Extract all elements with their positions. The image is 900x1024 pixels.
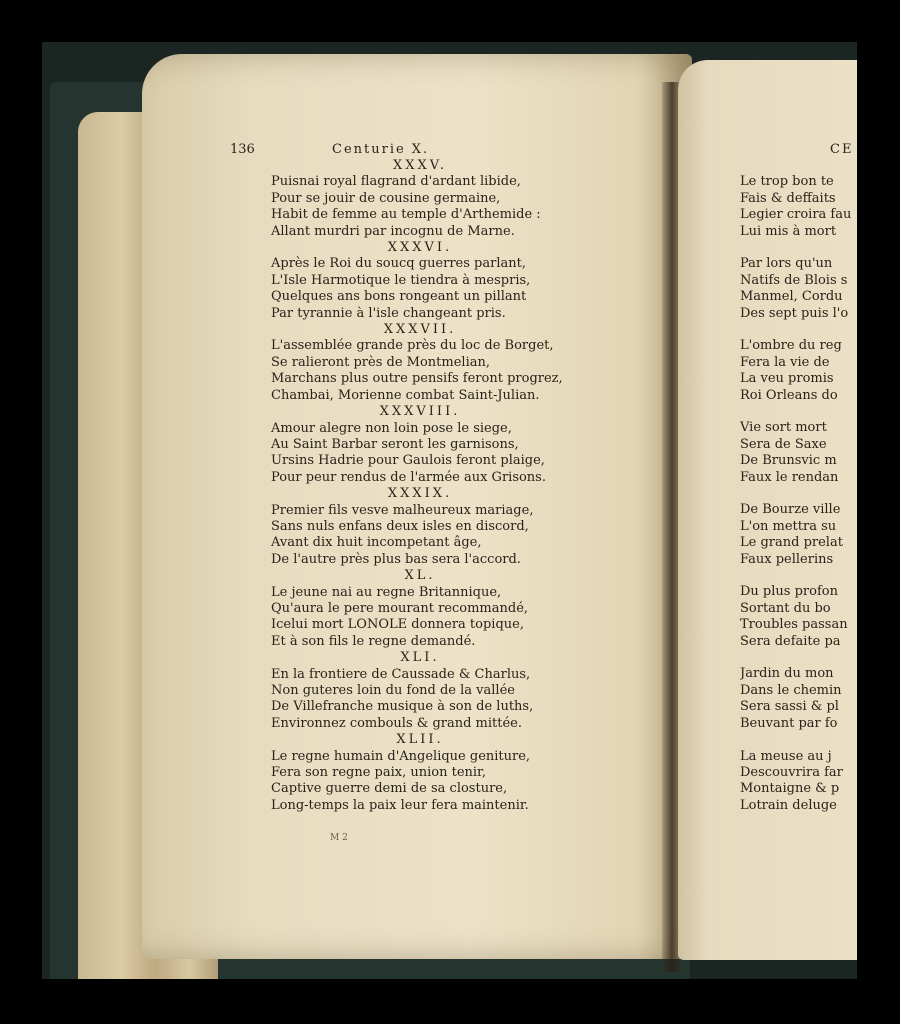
stanza-gap xyxy=(740,404,856,420)
verse-line: Au Saint Barbar seront les garnisons, xyxy=(271,436,519,452)
verse-line: Faux pellerins xyxy=(740,551,834,567)
verse-line: Vie sort mort xyxy=(740,420,827,436)
verse-line: Montaigne & p xyxy=(740,781,840,797)
verse-line: Sera defaite pa xyxy=(740,633,841,649)
verse-line: Amour alegre non loin pose le siege, xyxy=(271,420,512,436)
right-running-title: CE xyxy=(830,142,854,157)
quatrain xyxy=(230,322,620,404)
verse-line: Non guteres loin du fond de la vallée xyxy=(271,683,515,698)
quatrain xyxy=(230,732,620,814)
verse-line: De Villefranche musique à son de luths, xyxy=(271,699,534,715)
verse-line: L'Isle Harmotique le tiendra à mespris, xyxy=(271,272,531,288)
left-page-text xyxy=(230,142,620,814)
stanza-gap xyxy=(740,650,856,666)
verse-line: Le jeune nai au regne Britannique, xyxy=(271,584,502,600)
verse-line: Roi Orleans do xyxy=(740,387,838,403)
verse-line: Par lors qu'un xyxy=(740,256,833,272)
quatrain-number: XXXIX. xyxy=(387,486,453,502)
verse-line: De l'autre près plus bas sera l'accord. xyxy=(271,551,521,567)
signature-mark: M 2 xyxy=(330,833,348,843)
verse-line: Jardin du mon xyxy=(740,666,834,682)
stanza-gap xyxy=(740,240,856,256)
stanza-gap xyxy=(740,732,856,748)
verse-line: Icelui mort LONOLE donnera topique, xyxy=(271,617,524,633)
quatrain xyxy=(230,568,620,650)
verse-line: Troubles passan xyxy=(740,617,848,633)
right-page-text xyxy=(740,142,856,814)
stanza-gap xyxy=(740,486,856,502)
verse-line: Marchans plus outre pensifs feront progrez, xyxy=(271,371,563,387)
verse-line: L'ombre du reg xyxy=(740,338,842,354)
verse-line: Se ralieront près de Montmelian, xyxy=(271,354,490,370)
verse-line: Le trop bon te xyxy=(740,174,834,190)
quatrain xyxy=(230,650,620,732)
verse-line: Par tyrannie à l'isle changeant pris. xyxy=(271,305,506,321)
verse-line: Sera de Saxe xyxy=(740,436,827,452)
verse-line: Quelques ans bons rongeant un pillant xyxy=(271,289,527,305)
verse-line: Habit de femme au temple d'Arthemide : xyxy=(271,207,541,223)
quatrain-number: XLI. xyxy=(400,650,440,666)
verse-line: Ursins Hadrie pour Gaulois feront plaige, xyxy=(271,453,545,469)
verse-line: Captive guerre demi de sa closture, xyxy=(271,781,508,797)
verse-line: Fais & deffaits xyxy=(740,190,836,206)
verse-line: Des sept puis l'o xyxy=(740,305,849,321)
verse-line: Faux le rendan xyxy=(740,469,839,485)
left-page-header xyxy=(230,142,620,158)
verse-line: Allant murdri par incognu de Marne. xyxy=(271,223,515,239)
verse-line: Manmel, Cordu xyxy=(740,289,843,305)
quatrain-number: XXXVII. xyxy=(383,322,457,338)
verse-line: Le grand prelat xyxy=(740,535,843,551)
quatrain-number: XL. xyxy=(404,568,436,584)
quatrain xyxy=(230,486,620,568)
verse-line: Après le Roi du soucq guerres parlant, xyxy=(271,256,526,272)
verse-line: Sans nuls enfans deux isles en discord, xyxy=(271,518,529,534)
quatrain-number: XXXV. xyxy=(392,158,447,173)
verse-line: L'on mettra su xyxy=(740,518,837,534)
verse-line: Lui mis à mort xyxy=(740,223,837,239)
verse-line: De Brunsvic m xyxy=(740,453,837,469)
verse-line: Long-temps la paix leur fera maintenir. xyxy=(271,797,529,813)
verse-line: L'assemblée grande près du loc de Borget, xyxy=(271,338,554,354)
stanza-gap xyxy=(740,568,856,584)
verse-line: Et à son fils le regne demandé. xyxy=(271,633,476,649)
stanza-list xyxy=(230,158,620,814)
verse-line: De Bourze ville xyxy=(740,502,841,518)
verse-line: Puisnai royal flagrand d'ardant libide, xyxy=(271,174,521,190)
verse-line: Avant dix huit incompetant âge, xyxy=(271,535,482,551)
verse-line: Dans le chemin xyxy=(740,682,842,698)
page-number: 136 xyxy=(230,142,255,157)
verse-line: Pour peur rendus de l'armée aux Grisons. xyxy=(271,469,546,485)
verse-line: Chambai, Morienne combat Saint-Julian. xyxy=(271,387,540,403)
verse-line: Fera la vie de xyxy=(740,354,830,370)
verse-line: Beuvant par fo xyxy=(740,715,838,731)
verse-line: Descouvrira far xyxy=(740,764,843,780)
verse-line: Sortant du bo xyxy=(740,600,831,616)
quatrain-number: XXXVI. xyxy=(387,240,453,256)
quatrain xyxy=(230,158,620,240)
verse-line: Le regne humain d'Angelique geniture, xyxy=(271,748,531,764)
quatrain xyxy=(230,404,620,486)
verse-line: La veu promis xyxy=(740,371,834,387)
verse-line: En la frontiere de Caussade & Charlus, xyxy=(271,666,531,682)
verse-line: Natifs de Blois s xyxy=(740,272,848,288)
verse-line: Legier croira fau xyxy=(740,207,852,223)
verse-line: Pour se jouir de cousine germaine, xyxy=(271,190,501,206)
verse-line: Fera son regne paix, union tenir, xyxy=(271,765,486,781)
verse-line: Premier fils vesve malheureux mariage, xyxy=(271,502,534,518)
quatrain xyxy=(230,240,620,322)
verse-line: Sera sassi & pl xyxy=(740,699,839,715)
verse-line: Qu'aura le pere mourant recommandé, xyxy=(271,600,529,616)
verse-line: Lotrain deluge xyxy=(740,797,837,813)
quatrain-number: XXXVIII. xyxy=(379,404,461,420)
stanza-gap xyxy=(740,322,856,338)
right-page-header xyxy=(740,142,856,158)
running-title: Centurie X. xyxy=(332,142,430,157)
verse-line: Du plus profon xyxy=(740,584,838,600)
right-line-list xyxy=(740,174,856,814)
verse-line: Environnez combouls & grand mittée. xyxy=(271,715,523,731)
quatrain-number: XLII. xyxy=(396,732,444,748)
verse-line: La meuse au j xyxy=(740,748,832,764)
